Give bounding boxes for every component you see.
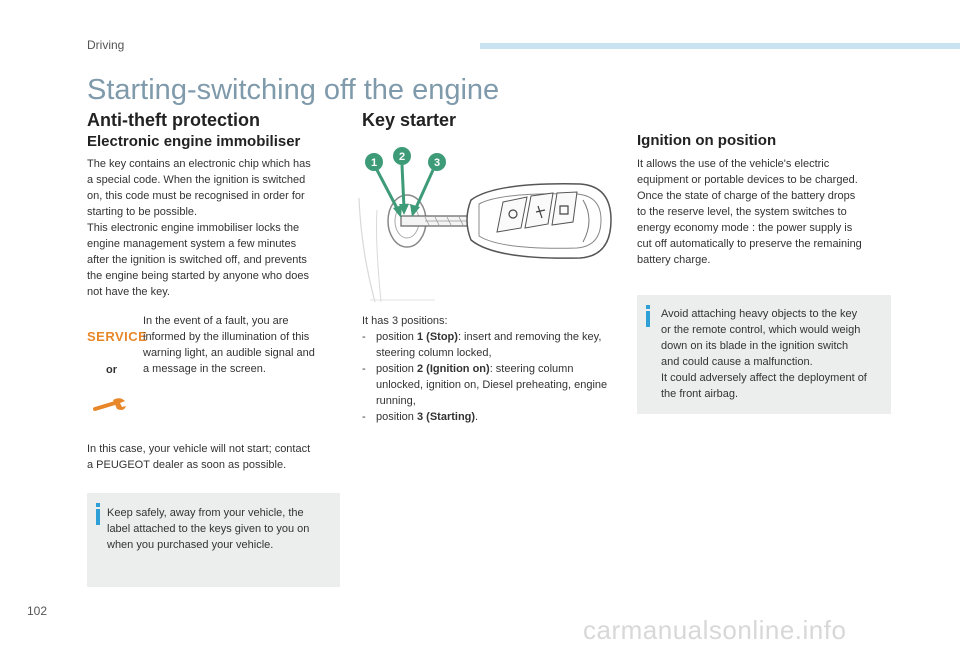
callout-2: 2: [398, 151, 406, 163]
keys-label-note-text: Keep safely, away from your vehicle, the label attached to the keys given to you on when you purchased your vehicle.: [107, 507, 310, 551]
ignition-on-paragraph: It allows the use of the vehicle's electric equipment or portable devices to be charged. Once the state of charge of the battery drops to the reserve level, the system switches to energy economy mode : the power supply is cut off automatically to preserve the remaining battery charge.: [637, 158, 862, 266]
page-number: 102: [27, 604, 48, 618]
header-bar: [480, 43, 960, 49]
heavy-objects-note-text: Avoid attaching heavy objects to the key or the remote control, which would weigh down on its blade in the ignition switch and could cause a malfunction. It could adversely affect the deployment of the front airbag.: [661, 308, 867, 400]
service-warning-icon: SERVICE: [87, 329, 148, 344]
heavy-objects-note: [637, 295, 891, 414]
callout-3: 3: [433, 157, 441, 169]
or-label: or: [106, 364, 117, 376]
position-item-3: - position 3 (Starting).: [362, 409, 612, 425]
info-icon: [96, 509, 100, 525]
fault-paragraph: In the event of a fault, you are informed by the illumination of this warning light, an audible signal and a message in the screen.: [143, 315, 315, 375]
position-item-2: - position 2 (Ignition on): steering column unlocked, ignition on, Diesel preheating, engine running,: [362, 361, 612, 409]
section-label: Driving: [87, 38, 125, 52]
page-title: Starting-switching off the engine: [87, 74, 500, 106]
immobiliser-subheading: Electronic engine immobiliser: [87, 133, 301, 150]
key-starter-heading: Key starter: [362, 110, 457, 130]
watermark: carmanualsonline.info: [583, 615, 847, 645]
contact-dealer-paragraph: In this case, your vehicle will not start; contact a PEUGEOT dealer as soon as possible.: [87, 443, 311, 471]
ignition-on-heading: Ignition on position: [637, 132, 777, 149]
anti-theft-heading: Anti-theft protection: [87, 110, 260, 130]
info-icon: [646, 311, 650, 327]
positions-intro: It has 3 positions:: [362, 315, 448, 327]
immobiliser-paragraph: The key contains an electronic chip which has a special code. When the ignition is switched on, this code must be recognised in order for starting to be possible. This electronic engine immobiliser locks the engine management system a few minutes after the ignition is switched off, and prevents the engine being started by anyone who does not have the key.: [87, 158, 311, 298]
keys-label-note: [87, 493, 340, 587]
wrench-icon: [93, 397, 127, 418]
key-positions-block: [362, 313, 612, 425]
positions-list: [362, 329, 612, 425]
key-ignition-illustration: [355, 140, 620, 310]
position-item-1: - position 1 (Stop): insert and removing the key, steering column locked,: [362, 329, 612, 361]
callout-1: 1: [370, 157, 378, 169]
